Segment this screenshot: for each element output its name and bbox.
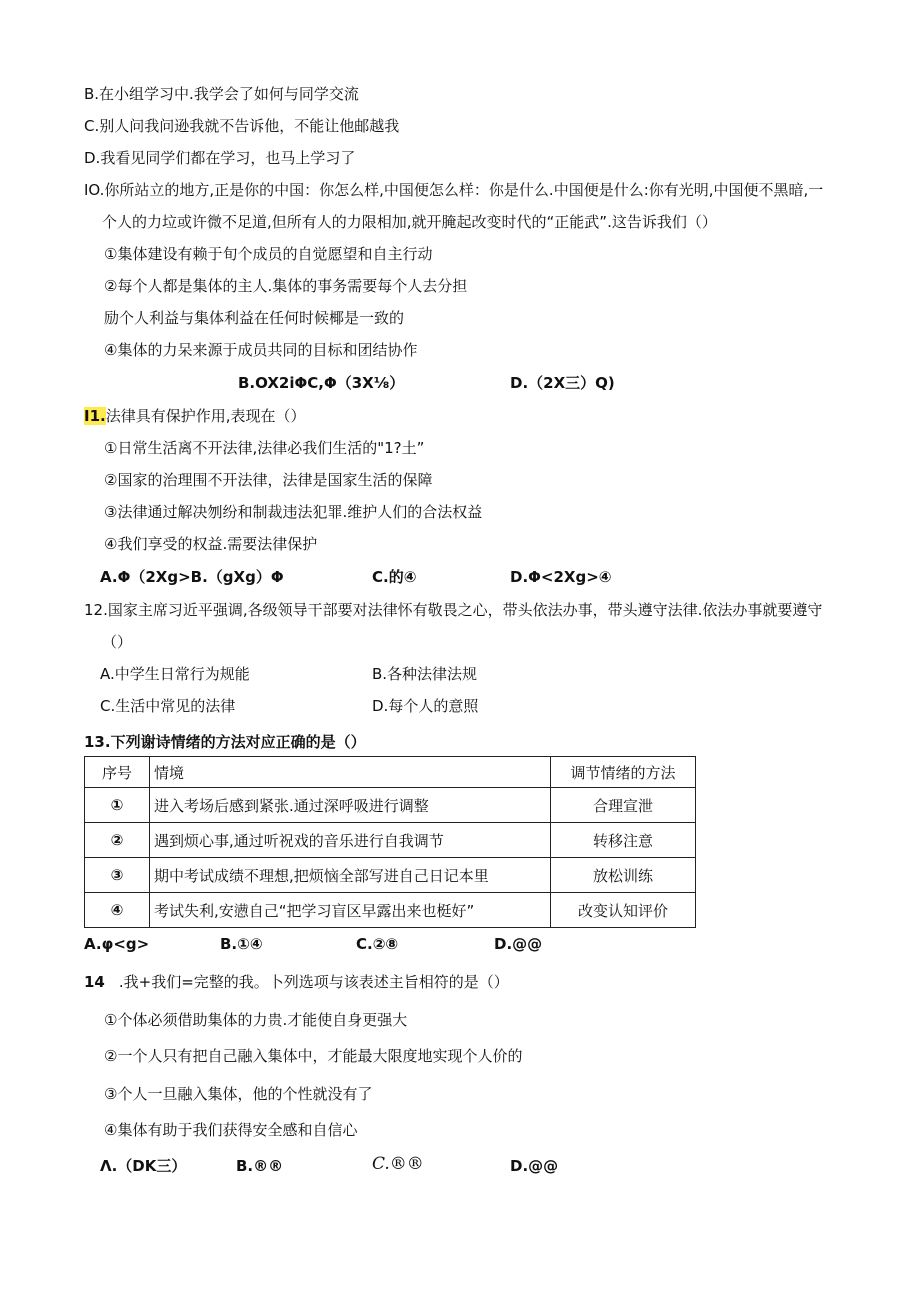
q13-stem: 13.下列谢诗情绪的方法对应正确的是（） bbox=[84, 733, 366, 751]
q13-option-b: B.①④ bbox=[220, 935, 263, 953]
q11-number: I1. bbox=[84, 407, 106, 425]
table-header-row bbox=[85, 757, 696, 788]
q11-option-ab: A.Φ（2Xg>B.（gXg）Φ bbox=[100, 568, 284, 586]
q14-statement-3: ③个人一旦融入集体，他的个性就没有了 bbox=[104, 1085, 373, 1103]
q14-stem-text: .我+我们=完整的我。卜列选项与该表述主旨相符的是（） bbox=[118, 973, 509, 991]
row-situation: 遇到烦心事,通过听祝戏的音乐进行自我调节 bbox=[150, 823, 551, 858]
q11-option-c: C.的④ bbox=[372, 568, 417, 586]
q10-stem-line1: IO.你所站立的地方,正是你的中国：你怎么样,中国便怎么样：你是什么.中国便是什么:你有光明,中国便不黑暗,一 bbox=[84, 181, 824, 199]
row-method: 放松训练 bbox=[551, 858, 696, 893]
row-situation: 进入考场后感到紧张.通过深呼吸进行调整 bbox=[150, 788, 551, 823]
row-method: 转移注意 bbox=[551, 823, 696, 858]
q13-option-c: C.②⑧ bbox=[356, 935, 399, 953]
q11-statement-3: ③法律通过解决刎纷和制裁违法犯罪.维护人们的合法权益 bbox=[104, 503, 483, 521]
q10-statement-1: ①集体建设有赖于旬个成员的自觉愿望和自主行动 bbox=[104, 245, 433, 263]
q12-option-d: D.每个人的意照 bbox=[372, 697, 479, 715]
q14-option-c: C.®® bbox=[372, 1154, 424, 1174]
q12-stem-line1: 12.国家主席习近平强调,各级领导干部要对法律怀有敬畏之心，带头依法办事，带头遵守法律.依法办事就要遵守 bbox=[84, 601, 823, 619]
table-row bbox=[85, 893, 696, 928]
row-method: 改变认知评价 bbox=[551, 893, 696, 928]
q13-option-d: D.@@ bbox=[494, 935, 543, 953]
q14-statement-2: ②一个人只有把自己融入集体中，才能最大限度地实现个人价的 bbox=[104, 1047, 523, 1065]
row-situation: 考试失利,安懑自己“把学习盲区早露出来也梃好” bbox=[150, 893, 551, 928]
row-index: ② bbox=[85, 823, 150, 858]
q12-option-c: C.生活中常见的法律 bbox=[100, 697, 236, 715]
q10-option-b: B.OX2iΦC,Φ（3X⅛） bbox=[238, 374, 405, 392]
prev-option-b: B.在小组学习中.我学会了如何与同学交流 bbox=[84, 85, 359, 103]
prev-option-d: D.我看见同学们都在学习，也马上学习了 bbox=[84, 149, 356, 167]
q13-option-a: A.φ<g> bbox=[84, 935, 150, 953]
table-row bbox=[85, 823, 696, 858]
table-row bbox=[85, 788, 696, 823]
q12-option-b: B.各种法律法规 bbox=[372, 665, 478, 683]
emotion-regulation-table bbox=[84, 756, 696, 928]
table-row bbox=[85, 858, 696, 893]
row-index: ④ bbox=[85, 893, 150, 928]
q11-statement-1: ①日常生活离不开法律,法律必我们生活的"1?土” bbox=[104, 439, 425, 457]
q14-stem bbox=[84, 972, 509, 992]
row-method: 合理宣泄 bbox=[551, 788, 696, 823]
prev-option-c: C.别人问我问逊我就不告诉他，不能让他邮越我 bbox=[84, 117, 400, 135]
q11-stem-text: 法律具有保护作用,表现在（） bbox=[105, 407, 306, 425]
q14-option-a: Λ.（DK三） bbox=[100, 1157, 187, 1175]
q11-statement-2: ②国家的治理围不开法律，法律是国家生活的保障 bbox=[104, 471, 433, 489]
q10-statement-2: ②每个人都是集体的主人.集体的事务需要每个人去分担 bbox=[104, 277, 468, 295]
q12-stem-line2: （） bbox=[102, 633, 133, 651]
q12-option-a: A.中学生日常行为规能 bbox=[100, 665, 250, 683]
row-index: ③ bbox=[85, 858, 150, 893]
row-index: ① bbox=[85, 788, 150, 823]
q14-statement-4: ④集体有助于我们获得安全感和自信心 bbox=[104, 1121, 358, 1139]
q14-option-b: B.®® bbox=[236, 1157, 284, 1175]
q14-option-d: D.@@ bbox=[510, 1157, 559, 1175]
q14-number: 14 bbox=[84, 973, 105, 991]
header-situation: 情境 bbox=[150, 757, 551, 788]
q10-option-d: D.（2X三）Q) bbox=[510, 374, 615, 392]
q14-statement-1: ①个体必须借助集体的力贵.才能使自身更强大 bbox=[104, 1011, 408, 1029]
header-index: 序号 bbox=[85, 757, 150, 788]
q11-option-d: D.Φ<2Xg>④ bbox=[510, 568, 612, 586]
q11-stem bbox=[84, 406, 306, 426]
header-method: 调节情绪的方法 bbox=[551, 757, 696, 788]
q10-statement-4: ④集体的力呆来源于成员共同的目标和团结协作 bbox=[104, 341, 418, 359]
q11-statement-4: ④我们享受的权益.需要法律保护 bbox=[104, 535, 318, 553]
row-situation: 期中考试成绩不理想,把烦恼全部写进自己日记本里 bbox=[150, 858, 551, 893]
q10-statement-3: 励个人利益与集体利益在任何时候椰是一致的 bbox=[104, 309, 405, 327]
q10-stem-line2: 个人的力垃或许微不足道,但所有人的力限相加,就开腌起改变时代的“正能武”.这告诉我们（） bbox=[102, 213, 717, 231]
